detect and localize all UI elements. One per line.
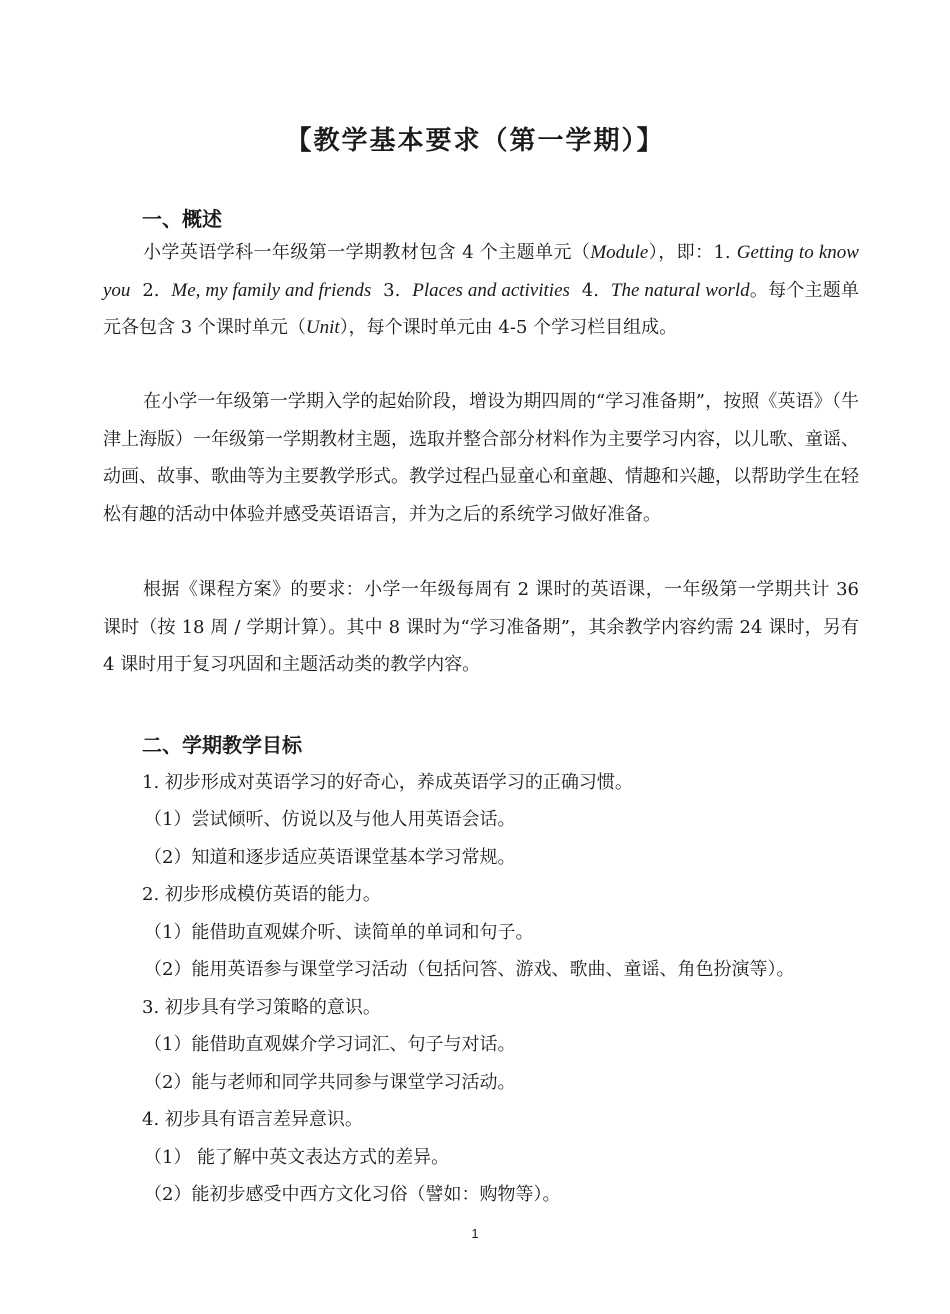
- p1-text-a: 小学英语学科一年级第一学期教材包含 4 个主题单元（: [143, 242, 591, 263]
- section-heading-goals: 二、学期教学目标: [142, 733, 302, 757]
- p1-term-module: Module: [590, 242, 649, 263]
- overview-paragraph-1: [103, 234, 859, 347]
- goal-2-item-2: （2）能用英语参与课堂学习活动（包括问答、游戏、歌曲、童谣、角色扮演等）。: [144, 959, 795, 980]
- goal-2-item-1: （1）能借助直观媒介听、读简单的单词和句子。: [144, 922, 534, 943]
- p1-text-d: 3.: [371, 279, 413, 301]
- goal-4: 4. 初步具有语言差异意识。: [142, 1109, 363, 1130]
- p1-text-b: ），即：1.: [648, 242, 737, 263]
- p1-text-g: ），每个课时单元由 4-5 个学习栏目组成。: [339, 317, 678, 338]
- goal-2: 2. 初步形成模仿英语的能力。: [142, 884, 381, 905]
- module-1-title: Getting to know you: [103, 242, 859, 301]
- overview-paragraph-3: 根据《课程方案》的要求：小学一年级每周有 2 课时的英语课，一年级第一学期共计 36 课时（按 18 周 / 学期计算）。其中 8 课时为“学习准备期”，其余教学内容约需 24 课时，另有 4 课时用于复习巩固和主题活动类的教学内容。: [103, 579, 859, 675]
- goal-4-item-1: （1） 能了解中英文表达方式的差异。: [144, 1147, 450, 1168]
- overview-paragraph-2: 在小学一年级第一学期入学的起始阶段，增设为期四周的“学习准备期”，按照《英语》（牛津上海版）一年级第一学期教材主题，选取并整合部分材料作为主要学习内容，以儿歌、童谣、动画、故事、歌曲等为主要教学形式。教学过程凸显童心和童趣、情趣和兴趣，以帮助学生在轻松有趣的活动中体验并感受英语语言，并为之后的系统学习做好准备。: [103, 391, 859, 525]
- page-number: 1: [471, 1226, 479, 1241]
- document-title: 【教学基本要求（第一学期）】: [285, 126, 665, 156]
- p1-text-c: 2.: [130, 279, 172, 301]
- p1-text-e: 4.: [569, 279, 611, 301]
- goal-3: 3. 初步具有学习策略的意识。: [142, 997, 381, 1018]
- section-heading-overview: 一、概述: [142, 207, 222, 231]
- module-4-title: The natural world: [610, 279, 750, 301]
- goal-1: 1. 初步形成对英语学习的好奇心，养成英语学习的正确习惯。: [142, 772, 633, 793]
- goal-1-item-1: （1）尝试倾听、仿说以及与他人用英语会话。: [144, 809, 516, 830]
- module-3-title: Places and activities: [412, 279, 570, 301]
- module-2-title: Me, my family and friends: [171, 279, 372, 301]
- goal-4-item-2: （2）能初步感受中西方文化习俗（譬如：购物等）。: [144, 1184, 561, 1205]
- p1-text-f: 。每个主题单元各包含 3 个课时单元（: [103, 279, 859, 338]
- p1-term-unit: Unit: [305, 317, 340, 338]
- goal-3-item-2: （2）能与老师和同学共同参与课堂学习活动。: [144, 1072, 516, 1093]
- goal-1-item-2: （2）知道和逐步适应英语课堂基本学习常规。: [144, 847, 516, 868]
- goal-3-item-1: （1）能借助直观媒介学习词汇、句子与对话。: [144, 1034, 516, 1055]
